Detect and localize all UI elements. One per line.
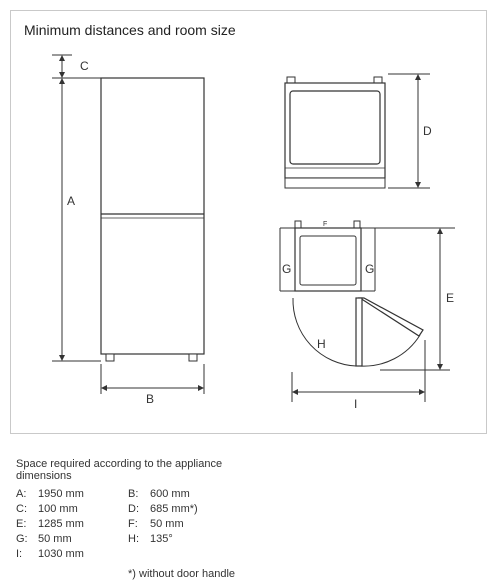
- diagram-title: Minimum distances and room size: [24, 22, 236, 38]
- spec-row: [16, 503, 78, 515]
- spec-key: I:: [16, 548, 23, 560]
- spec-key: A:: [16, 488, 27, 500]
- open-door-panel: [360, 298, 423, 336]
- spec-value: 1950 mm: [38, 488, 84, 500]
- spec-value: 685 mm*): [150, 503, 198, 515]
- spec-value: 100 mm: [38, 503, 78, 515]
- spec-key: D:: [128, 503, 139, 515]
- spec-row: [128, 503, 198, 515]
- label-b: B: [146, 392, 155, 406]
- spec-key: B:: [128, 488, 139, 500]
- label-h: H: [317, 337, 326, 351]
- label-d: D: [423, 124, 432, 138]
- spec-value: 1285 mm: [38, 518, 84, 530]
- spec-key: F:: [128, 518, 138, 530]
- door-swing-arc: [293, 298, 356, 366]
- plan-view: [280, 221, 455, 411]
- spec-row: [16, 533, 72, 545]
- label-g-right: G: [365, 262, 375, 276]
- spec-row: [128, 488, 190, 500]
- label-c: C: [80, 59, 89, 73]
- spec-key: H:: [128, 533, 139, 545]
- depth-view: [285, 74, 432, 188]
- fridge-foot-left: [106, 354, 114, 361]
- spec-value: 600 mm: [150, 488, 190, 500]
- label-g-left: G: [282, 262, 292, 276]
- door-edge: [356, 298, 362, 366]
- footnote: *) without door handle: [128, 568, 236, 580]
- label-e: E: [446, 291, 455, 305]
- spec-row: [128, 533, 173, 545]
- fridge-body-front: [101, 78, 204, 354]
- spec-value: 135°: [150, 533, 173, 545]
- fridge-foot-right: [189, 354, 197, 361]
- spec-key: E:: [16, 518, 27, 530]
- label-a: A: [67, 194, 76, 208]
- spec-value: 50 mm: [38, 533, 72, 545]
- spec-row: [128, 518, 184, 530]
- label-f: F: [323, 221, 328, 228]
- spec-value: 50 mm: [150, 518, 184, 530]
- front-view: [52, 55, 204, 406]
- spec-key: C:: [16, 503, 27, 515]
- spec-row: [16, 488, 84, 500]
- spec-value: 1030 mm: [38, 548, 84, 560]
- spec-row: [16, 518, 84, 530]
- label-i: I: [354, 397, 358, 411]
- spec-row: [16, 548, 84, 560]
- space-required-caption: Space required according to the appliance dimensions: [16, 458, 223, 482]
- spec-key: G:: [16, 533, 28, 545]
